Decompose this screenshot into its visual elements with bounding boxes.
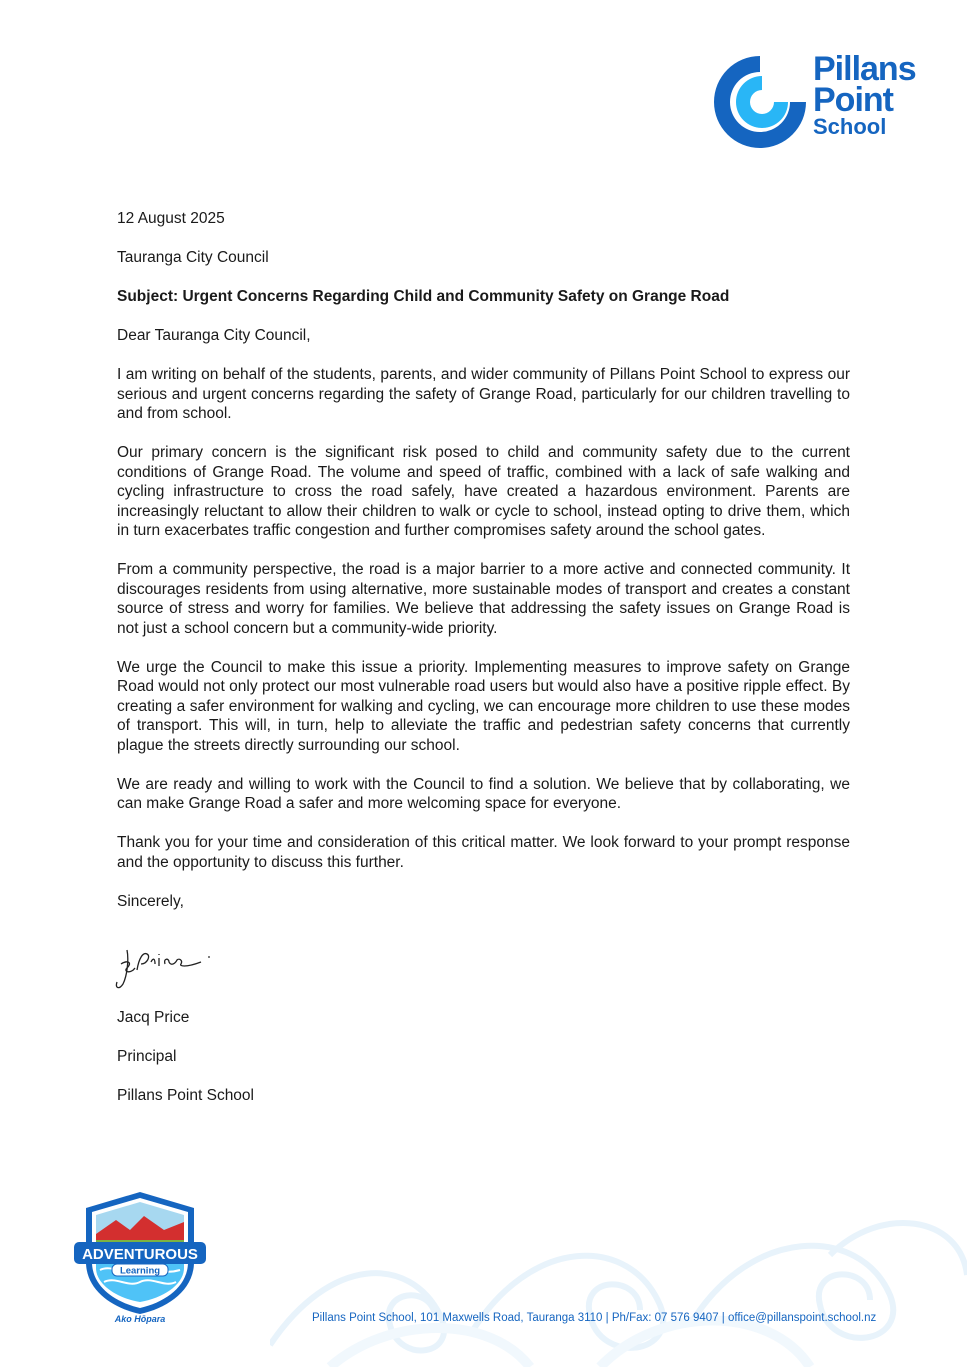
badge-title: ADVENTUROUS bbox=[82, 1246, 198, 1263]
handwritten-signature bbox=[113, 940, 223, 995]
logo-line-3: School bbox=[813, 114, 887, 139]
salutation: Dear Tauranga City Council, bbox=[117, 327, 311, 344]
signatory-title: Principal bbox=[117, 1048, 177, 1065]
badge-caption: Ako Hōpara bbox=[114, 1314, 166, 1324]
school-logo bbox=[710, 52, 935, 152]
signatory-block bbox=[117, 1008, 254, 1125]
footer-contact-details: Pillans Point School, 101 Maxwells Road, Tauranga 3110 | Ph/Fax: 07 576 9407 | office@pillanspoint.school.nz bbox=[312, 1312, 877, 1324]
signatory-organisation: Pillans Point School bbox=[117, 1087, 254, 1104]
signatory-name: Jacq Price bbox=[117, 1009, 190, 1026]
paragraph: From a community perspective, the road is a major barrier to a more active and connected community. It discourages residents from using alternative, more sustainable modes of transport and creates a constant source of stress and worry for families. We believe that addressing the safety issues on Grange Road is not just a school concern but a community-wide priority. bbox=[117, 561, 850, 637]
signoff: Sincerely, bbox=[117, 892, 184, 910]
logo-line-1: Pillans bbox=[813, 50, 916, 88]
subject-line: Subject: Urgent Concerns Regarding Child and Community Safety on Grange Road bbox=[117, 288, 730, 305]
paragraph: Thank you for your time and consideration of this critical matter. We look forward to your prompt response and the opportunity to discuss this further. bbox=[117, 834, 850, 871]
wave-pattern-decoration bbox=[270, 1195, 967, 1367]
paragraph: We urge the Council to make this issue a priority. Implementing measures to improve safety on Grange Road would not only protect our most vulnerable road users but would also have a positive ripple effect. By creating a safer environment for walking and cycling, we can encourage more children to use these modes of transport. This will, in turn, help to alleviate the traffic and pedestrian safety concerns that currently plague the streets directly surrounding our school. bbox=[117, 658, 850, 754]
letter-body bbox=[117, 209, 850, 931]
paragraph: I am writing on behalf of the students, parents, and wider community of Pillans Point School to express our serious and urgent concerns regarding the safety of Grange Road, particularly for our children travelling to and from school. bbox=[117, 366, 850, 422]
recipient: Tauranga City Council bbox=[117, 249, 269, 266]
logo-line-2: Point bbox=[813, 81, 893, 119]
school-name bbox=[813, 50, 916, 139]
wave-logo-icon bbox=[710, 52, 810, 152]
badge-subtitle: Learning bbox=[119, 1265, 161, 1277]
adventurous-learning-badge bbox=[72, 1190, 208, 1315]
paragraph: Our primary concern is the significant risk posed to child and community safety due to the current conditions of Grange Road. The volume and speed of traffic, combined with a lack of safe walking and cycling infrastructure to cross the road safely, have created a hazardous environment. Parents are increasingly reluctant to allow their children to walk or cycle to school, instead opting to drive them, which in turn exacerbates traffic congestion and further compromises safety around the school gates. bbox=[117, 444, 850, 539]
paragraph: We are ready and willing to work with the Council to find a solution. We believe that by collaborating, we can make Grange Road a safer and more welcoming space for everyone. bbox=[117, 775, 850, 812]
letter-date: 12 August 2025 bbox=[117, 210, 225, 227]
